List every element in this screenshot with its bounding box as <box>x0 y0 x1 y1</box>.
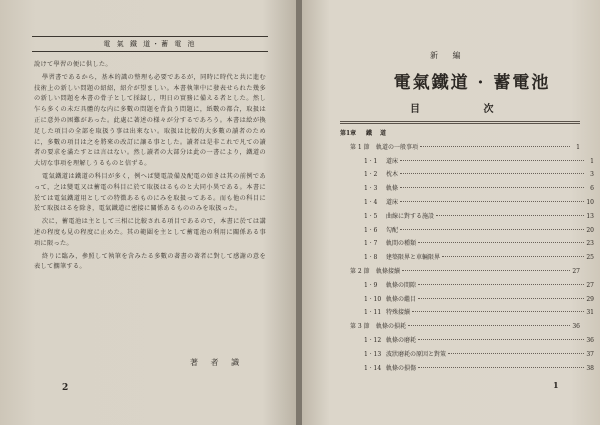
toc-entry-page: 37 <box>586 350 594 358</box>
toc-entry <box>340 225 594 235</box>
toc-leader-dots <box>400 229 584 230</box>
toc-entry-page: 36 <box>572 323 580 331</box>
toc-leader-dots <box>418 298 584 299</box>
toc-rule <box>340 123 580 124</box>
toc-leader-dots <box>448 353 584 354</box>
toc-entry-page: 1 <box>590 157 594 165</box>
toc-entry-number: 1 · 8 <box>364 254 378 262</box>
toc-entry <box>340 363 594 373</box>
toc-entry-number: 1 · 9 <box>364 281 378 289</box>
toc-leader-dots <box>412 311 584 312</box>
toc-entry-number: 第 1 節 <box>350 143 370 151</box>
toc-entry <box>340 321 580 331</box>
toc-entry-title: 道床 <box>386 157 399 165</box>
toc-entry <box>340 266 580 276</box>
toc-entry-number: 第 3 節 <box>350 323 370 331</box>
running-head: 電 氣 鐵 道・蓄 電 池 <box>32 36 268 52</box>
toc-entry-title: 軌條の間隙 <box>386 281 417 289</box>
edition-label: 新 編 <box>430 51 467 60</box>
toc-entry-title: 道床 <box>386 199 399 206</box>
toc-entry-number: 1 · 7 <box>364 240 378 248</box>
toc-entry-page: 38 <box>586 364 594 372</box>
toc-entry <box>340 211 594 221</box>
toc-leader-dots <box>400 187 584 188</box>
preface-paragraph: 說けて學習の便に供した。 <box>34 61 112 68</box>
toc-entry <box>340 169 594 179</box>
toc-entry <box>340 197 594 207</box>
toc-entry-number: 第 2 節 <box>350 268 370 275</box>
toc-entry-title: 軌條の損傷 <box>386 364 417 372</box>
toc-leader-dots <box>418 242 584 243</box>
toc-entry <box>340 294 594 304</box>
book-gutter <box>296 0 302 425</box>
toc-entry-page: 36 <box>586 337 594 344</box>
toc-entry <box>340 252 594 262</box>
toc-entry <box>340 280 594 290</box>
toc-entry-title: 軌間の種類 <box>386 240 417 248</box>
toc-entry-page: 20 <box>586 226 594 234</box>
toc-entry-title: 曲線に對する施設 <box>386 212 435 220</box>
toc-entry-number: 1 · 1 <box>364 157 378 165</box>
toc-entry <box>340 142 580 152</box>
toc-entry-number: 1 · 14 <box>364 364 382 372</box>
toc-leader-dots <box>400 160 584 161</box>
toc-entry-page: 1 <box>576 143 580 151</box>
toc-entry-title: 特殊接續 <box>386 309 411 317</box>
toc-entry-title: 波狀磨耗の原因と對策 <box>386 350 447 358</box>
toc-entry-title: 軌道の一般事項 <box>376 143 419 151</box>
toc-entry-page: 23 <box>586 240 594 248</box>
toc-entry-number: 1 · 3 <box>364 185 378 193</box>
toc-entry-number: 1 · 2 <box>364 171 378 179</box>
toc-entry-title: 軌條接續 <box>376 268 401 275</box>
page-number-right: 1 <box>553 380 559 390</box>
toc-leader-dots <box>400 173 584 174</box>
preface-paragraph: 學習書であるから，基本的識の整理も必要であるが，同時に時代と共に進む技術上の新しい問題の紹紹，紹介が望ましい。本書執筆中に發表せられた幾多の新しい問題を本書の骨子として採録し，明日の實務に備える者とした。然し乍ら多くの未だ具體的な内に多數の問題を背負う問題に，紙數の都合，取扱は正に意外の困難があった。此處に著述の様々が分するであろう。本書は絵が換足した項目の全部を取扱う事は出來ない。取扱は比較的大多數の讀者のために，多數の項目は之を將來の改訂に讓る事とした。讀者は是非これで凡ての讀者の要求を滿たすとは言はない。然し讀者の大部分は此の一書により，鐵道の大切な事項を理解しうるものと信ずる。 <box>34 73 266 168</box>
toc-entry <box>340 183 594 193</box>
toc-entry-page: 10 <box>586 199 594 206</box>
toc-entry-number: 1 · 13 <box>364 350 382 358</box>
preface-paragraph: 電氣鐵道は鐵道の科目が多く，例へば變電設備及配電の如きは其の前例であって，之は變電又は蓄電の科目に於て取扱はるものと大同小異である。本書に於ては電氣鐵道用としての特徴あるものにみを取扱ってある。而も他の科目に於て取扱はるを除き，電氣鐵道に密接に關係あるもののみを取扱った。 <box>34 172 266 213</box>
toc-entry-title: 建築限界と車輛限界 <box>386 254 441 262</box>
toc-entry <box>340 349 594 359</box>
toc-entry <box>340 238 594 248</box>
toc-entry-title: 軌條の磨耗 <box>386 337 417 344</box>
toc-leader-dots <box>418 284 584 285</box>
toc-leader-dots <box>436 215 584 216</box>
toc-entry-page: 6 <box>590 185 594 193</box>
toc-entry-page: 27 <box>586 281 594 289</box>
toc-entry <box>340 335 594 345</box>
page-number-left: 2 <box>62 383 69 393</box>
toc-entry-title: 勾配 <box>386 226 399 234</box>
toc-entry-page: 29 <box>586 295 594 303</box>
preface-text <box>34 60 266 273</box>
toc-heading: 目 次 <box>410 104 524 115</box>
toc-entry-page: 31 <box>586 309 594 317</box>
preface-paragraph: 次に，蓄電池は主として三相に比較される項目であるので，本書に於ては講述の程度も見の程度に止めた。其の範圍を主として蓄電池の利用に關係ある事項に限った。 <box>34 218 266 247</box>
toc-leader-dots <box>418 367 584 368</box>
toc-entry-title: 枕木 <box>386 171 399 179</box>
toc-entry-number: 1 · 11 <box>364 309 382 317</box>
toc-leader-dots <box>400 201 584 202</box>
toc-entry-number: 第1章 <box>340 130 357 137</box>
toc-entry-title: 軌條の損耗 <box>376 323 407 331</box>
toc-entry-number: 1 · 5 <box>364 212 378 220</box>
book-title: 電氣鐵道 · 蓄電池 <box>393 73 551 93</box>
toc-entry-page: 27 <box>572 268 580 275</box>
toc-entry-page: 3 <box>590 171 594 179</box>
toc-entry-title: 鐵 道 <box>366 130 388 137</box>
toc-leader-dots <box>418 339 584 340</box>
toc-entry <box>340 128 570 138</box>
toc-entry-page: 13 <box>586 212 594 220</box>
toc-entry-title: 軌條の繼目 <box>386 295 417 303</box>
toc-entry-number: 1 · 4 <box>364 199 378 206</box>
toc-leader-dots <box>442 256 584 257</box>
toc-leader-dots <box>420 146 570 147</box>
author-signature: 著 者 識 <box>190 358 245 367</box>
toc-entry-number: 1 · 12 <box>364 337 382 344</box>
toc-entry-page: 25 <box>586 254 594 262</box>
toc-entry-number: 1 · 6 <box>364 226 378 234</box>
toc-entry <box>340 156 594 166</box>
toc-entry <box>340 307 594 317</box>
toc-entry-title: 軌條 <box>386 185 399 193</box>
toc-entry-number: 1 · 10 <box>364 295 382 303</box>
toc-leader-dots <box>408 325 570 326</box>
toc-leader-dots <box>402 270 570 271</box>
preface-paragraph: 終りに臨み，參照して執筆を含みたる多數の著書の著者に對して感謝の意を表して擱筆する。 <box>34 252 266 271</box>
toc-rule <box>340 121 580 122</box>
